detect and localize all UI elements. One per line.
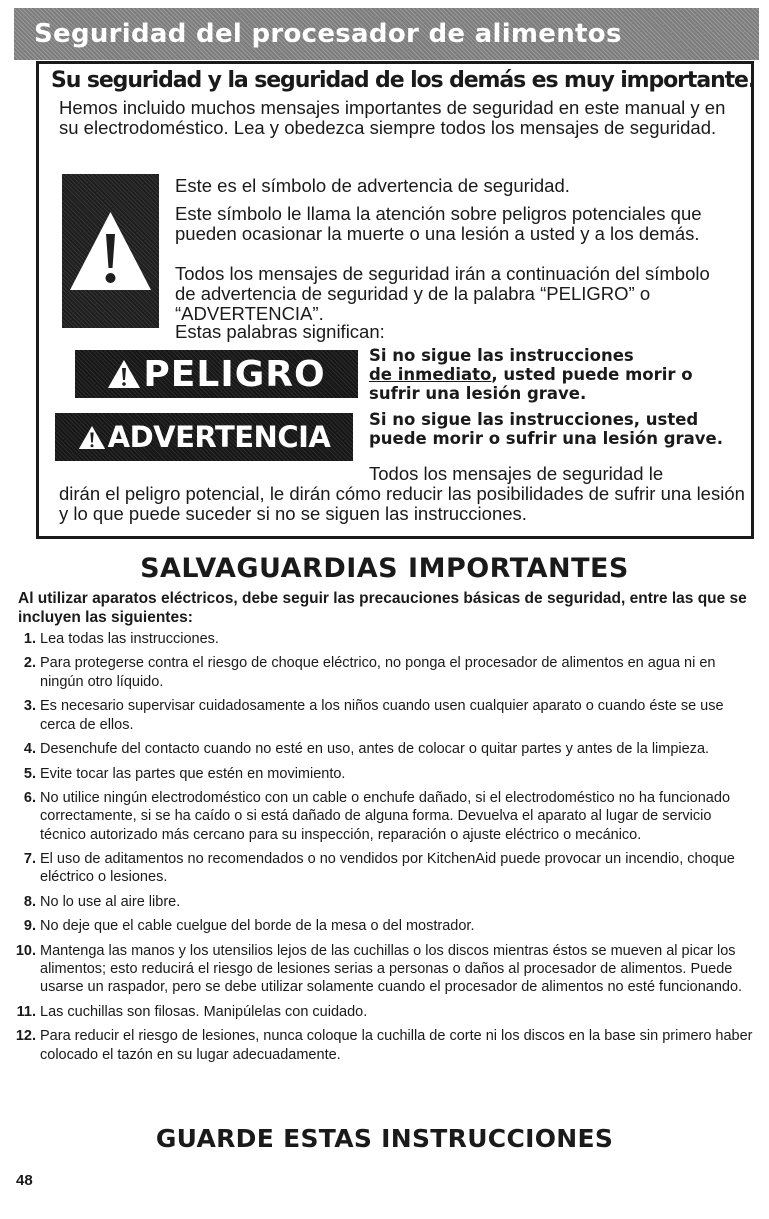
list-item (14, 850, 759, 887)
safety-intro-text: Hemos incluido muchos mensajes importantes de seguridad en este manual y en su electrodoméstico. Lea y obedezca siempre todos los mensajes de seguridad. (59, 97, 726, 138)
peligro-label: PELIGRO (143, 353, 326, 395)
item-text: Evite tocar las partes que estén en movimiento. (40, 765, 346, 782)
item-number: 12. (15, 1028, 36, 1045)
item-text: Para reducir el riesgo de lesiones, nunca coloque la cuchilla de corte ni los discos en la base sin primero haber colocado el tazón en su lugar adecuadamente. (40, 1028, 753, 1063)
safety-box-title: Su seguridad y la seguridad de los demás es muy importante. (51, 68, 756, 93)
item-number: 1. (23, 631, 36, 647)
peligro-banner (75, 350, 358, 398)
list-item (14, 654, 759, 691)
list-item (14, 917, 759, 935)
item-number: 10. (15, 942, 36, 959)
list-item (14, 630, 759, 648)
item-text: Las cuchillas son filosas. Manipúlelas con cuidado. (40, 1003, 368, 1020)
list-item (14, 942, 759, 997)
item-text: No utilice ningún electrodoméstico con un cable o enchufe dañado, si el electrodoméstico no ha funcionado correctamente, si se ha caído o si está dañado de alguna forma. Devuelva el aparato al lugar de servicio técnico autorizado más cercano para su inspección, reparación o ajuste eléctrico o mecánico. (40, 790, 731, 843)
advertencia-label: ADVERTENCIA (107, 420, 331, 454)
page-header (14, 8, 759, 60)
item-number: 11. (16, 1003, 36, 1020)
item-number: 5. (23, 765, 36, 782)
peligro-description-underlined: de inmediato (369, 365, 492, 384)
footer-title: GUARDE ESTAS INSTRUCCIONES (155, 1124, 614, 1153)
item-number: 8. (23, 893, 36, 910)
item-text: Lea todas las instrucciones. (40, 631, 219, 647)
safeguards-title: SALVAGUARDIAS IMPORTANTES (140, 553, 629, 584)
item-number: 3. (23, 698, 36, 715)
list-item (14, 765, 759, 783)
list-item (14, 697, 759, 734)
item-text: Para protegerse contra el riesgo de choque eléctrico, no ponga el procesador de alimentos en agua ni en ningún otro líquido. (40, 655, 716, 690)
advertencia-description: Si no sigue las instrucciones, usted puede morir o sufrir una lesión grave. (369, 410, 724, 448)
symbol-description-4: Estas palabras significan: (175, 321, 385, 342)
closing-text-2: dirán el peligro potencial, le dirán cómo reducir las posibilidades de sufrir una lesión y lo que puede suceder si no se siguen las instrucciones. (59, 483, 745, 524)
symbol-description-1: Este es el símbolo de advertencia de seguridad. (175, 175, 570, 196)
item-text: Desenchufe del contacto cuando no esté en uso, antes de colocar o quitar partes y antes de la limpieza. (40, 741, 710, 758)
warning-triangle-icon (68, 210, 153, 292)
safeguards-list (14, 630, 759, 1070)
safeguards-intro: Al utilizar aparatos eléctricos, debe seguir las precauciones básicas de seguridad, entre las que se incluyen las siguientes: (18, 590, 747, 626)
list-item (14, 740, 759, 758)
peligro-description (369, 346, 749, 403)
symbol-description-3: Todos los mensajes de seguridad irán a continuación del símbolo de advertencia de seguridad y de la palabra “PELIGRO” o “ADVERTENCIA”. (175, 263, 710, 324)
item-number: 2. (23, 655, 36, 672)
item-number: 6. (23, 790, 36, 807)
peligro-description-part-2: , usted puede morir o sufrir una lesión grave. (369, 365, 693, 403)
item-text: No deje que el cable cuelgue del borde de la mesa o del mostrador. (40, 918, 475, 935)
list-item (14, 789, 759, 844)
page-title: Seguridad del procesador de alimentos (34, 19, 622, 49)
advertencia-banner (55, 413, 353, 461)
safety-notice-box (36, 61, 754, 539)
item-text: No lo use al aire libre. (40, 893, 181, 910)
safety-alert-symbol (62, 174, 159, 328)
item-text: El uso de aditamentos no recomendados o no vendidos por KitchenAid puede provocar un incendio, choque eléctrico o lesiones. (40, 851, 735, 886)
closing-text-1: Todos los mensajes de seguridad le (369, 463, 664, 484)
item-number: 4. (23, 741, 36, 758)
item-number: 7. (23, 851, 36, 868)
warning-triangle-icon (78, 425, 106, 450)
list-item (14, 1003, 759, 1021)
symbol-description-2: Este símbolo le llama la atención sobre peligros potenciales que pueden ocasionar la muerte o una lesión a usted y a los demás. (175, 203, 702, 244)
peligro-description-part-1: Si no sigue las instrucciones (369, 346, 634, 365)
list-item (14, 893, 759, 911)
item-text: Mantenga las manos y los utensilios lejos de las cuchillas o los discos mientras éstos se mueven al picar los alimentos; esto reducirá el riesgo de lesiones serias a personas o daños al procesador de alimentos. Puede usarse un raspador, pero se debe utilizar solamente cuando el procesador de alimentos no esté funcionando. (40, 942, 743, 996)
warning-triangle-icon (107, 359, 141, 389)
page-number: 48 (16, 1172, 33, 1189)
item-number: 9. (23, 918, 36, 935)
list-item (14, 1027, 759, 1064)
item-text: Es necesario supervisar cuidadosamente a los niños cuando usen cualquier aparato o cuando éste se use cerca de ellos. (40, 698, 724, 733)
